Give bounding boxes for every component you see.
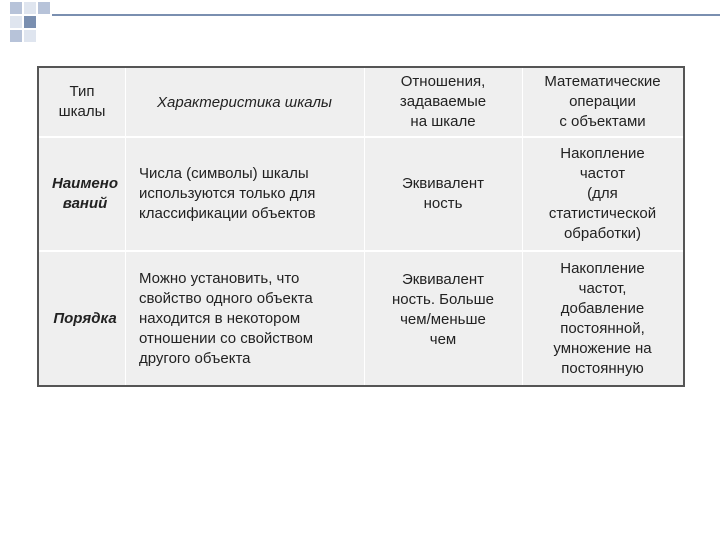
- header-rule: [52, 14, 720, 16]
- row2-characteristic: Можно установить, что свойство одного объекта находится в некотором отношении со свойством другого объекта: [139, 269, 314, 367]
- decor-square-2: [24, 2, 36, 14]
- row1-type: Наимено ваний: [52, 175, 118, 212]
- decor-square-4: [10, 16, 22, 28]
- decor-square-7: [24, 30, 36, 42]
- header-relations: Отношения, задаваемые на шкале: [399, 73, 487, 130]
- decor-square-1: [10, 2, 22, 14]
- decor-square-5: [24, 16, 36, 28]
- row2-type: Порядка: [53, 309, 117, 327]
- row1-characteristic: Числа (символы) шкалы используются только для классификации объектов: [139, 165, 316, 222]
- header-operations: Математические операции с объектами: [544, 73, 661, 130]
- row1-operations: Накопление частот (для статистической обработки): [548, 145, 657, 242]
- header-type: Тип шкалы: [58, 83, 106, 120]
- decor-square-6: [10, 30, 22, 42]
- row1-relations: Эквивалент ность: [401, 175, 485, 212]
- row2-operations: Накопление частот, добавление постоянной, умножение на постоянную: [553, 259, 652, 377]
- row2-relations: Эквивалент ность. Больше чем/меньше чем: [392, 270, 494, 348]
- decor-square-3: [38, 2, 50, 14]
- header-characteristic: Характеристика шкалы: [157, 94, 332, 111]
- scales-table: [37, 66, 685, 387]
